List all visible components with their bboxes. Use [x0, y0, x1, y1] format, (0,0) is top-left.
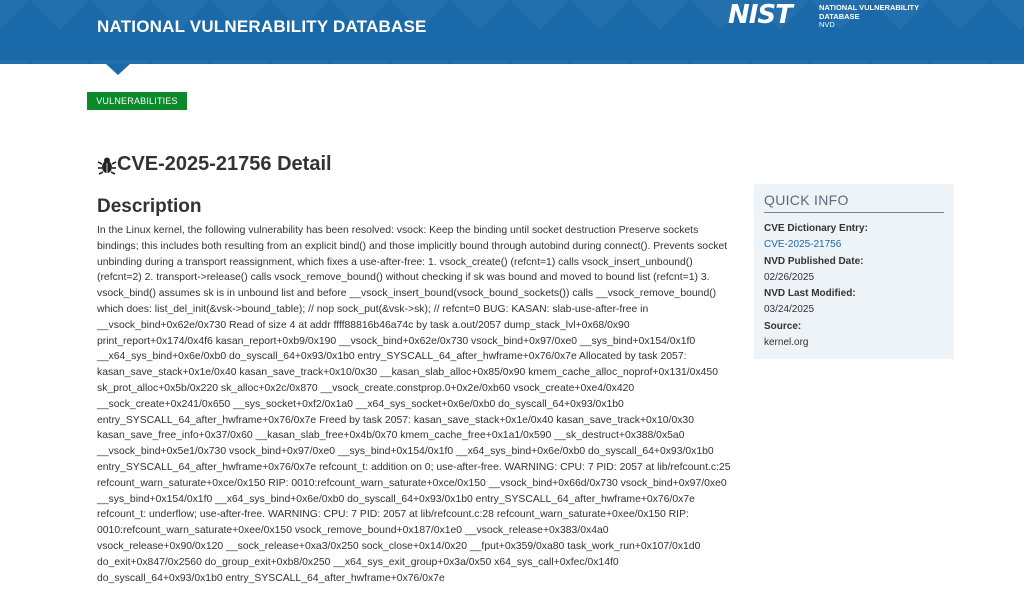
source-value: kernel.org: [764, 337, 809, 349]
quick-info-panel: [754, 184, 954, 359]
bug-icon: [97, 155, 117, 175]
breadcrumb-vulnerabilities[interactable]: VULNERABILITIES: [87, 92, 187, 110]
published-date-value: 02/26/2025: [764, 271, 815, 283]
site-title-link[interactable]: NATIONAL VULNERABILITY DATABASE: [97, 17, 427, 36]
logo-sub-line1: NATIONAL VULNERABILITY: [819, 3, 920, 12]
description-text: In the Linux kernel, the following vulnerability has been resolved: vsock: Keep the binding until socket destruction Preserve sockets bindings; this includes both resulting from an explicit bind() and those implicitly bound through autobind during connect(). Prevents socket unbinding during a transport reassignment, which fixes a use-after-free: 1. vsock_create() (refcnt=1) calls vsock_insert_unbound() (refcnt=2) 2. transport->release() calls vsock_remove_bound() without checking if sk was bound and moved to bound list (refcnt=1) 3. vsock_bind() assumes sk is in unbound list and before __vsock_insert_bound(vsock_bound_sockets()) calls __vsock_remove_bound() which does: list_del_init(&vsk->bound_table); // nop sock_put(&vsk->sk); // refcnt=0 BUG: KASAN: slab-use-after-free in __vsock_bind+0x62e/0x730 Read of size 4 at addr ffff88816b46a74c by task a.out/2057 dump_stack_lvl+0x68/0x90 print_report+0x174/0x4f6 kasan_report+0xb9/0x190 __vsock_bind+0x62e/0x730 vsock_bind+0x97/0xe0 __sys_bind+0x154/0x1f0 __x64_sys_bind+0x6e/0xb0 do_syscall_64+0x93/0x1b0 entry_SYSCALL_64_after_hwframe+0x76/0x7e Allocated by task 2057: kasan_save_stack+0x1e/0x40 kasan_save_track+0x10/0x30 __kasan_slab_alloc+0x85/0x90 kmem_cache_alloc_noprof+0x131/0x450 sk_prot_alloc+0x5b/0x220 sk_alloc+0x2c/0x870 __vsock_create.constprop.0+0x2e/0xb60 vsock_create+0xe4/0x420 __sock_create+0x241/0x650 __sys_socket+0xf2/0x1a0 __x64_sys_socket+0x6e/0xb0 do_syscall_64+0x93/0x1b0 entry_SYSCALL_64_after_hwframe+0x76/0x7e Freed by task 2057: kasan_save_stack+0x1e/0x40 kasan_save_track+0x10/0x30 kasan_save_free_info+0x37/0x60 __kasan_slab_free+0x4b/0x70 kmem_cache_free+0x1a1/0x590 __sk_destruct+0x388/0x5a0 __vsock_bind+0x5e1/0x730 vsock_bind+0x97/0xe0 __sys_bind+0x154/0x1f0 __x64_sys_bind+0x6e/0xb0 do_syscall_64+0x93/0x1b0 entry_SYSCALL_64_after_hwframe+0x76/0x7e refcount_t: addition on 0; use-after-free. WARNING: CPU: 7 PID: 2057 at lib/refcount.c:25 refcount_warn_saturate+0xce/0x150 RIP: 0010:refcount_warn_saturate+0xce/0x150 __vsock_bind+0x66d/0x730 vsock_bind+0x97/0xe0 __sys_bind+0x154/0x1f0 __x64_sys_bind+0x6e/0xb0 do_syscall_64+0x93/0x1b0 entry_SYSCALL_64_after_hwframe+0x76/0x7e refcount_t: underflow; use-after-free. WARNING: CPU: 7 PID: 2057 at lib/refcount.c:28 refcount_warn_saturate+0xee/0x150 RIP: 0010:refcount_warn_saturate+0xee/0x150 vsock_remove_bound+0x187/0x1e0 __vsock_release+0x383/0x4a0 vsock_release+0x90/0x120 __sock_release+0xa3/0x250 sock_close+0x14/0x20 __fput+0x359/0xa80 task_work_run+0x107/0x1d0 do_exit+0x847/0x2560 do_group_exit+0xb8/0x250 __x64_sys_exit_group+0x3a/0x50 x64_sys_call+0xfec/0x14f0 do_syscall_64+0x93/0x1b0 entry_SYSCALL_64_after_hwframe+0x76/0x7e: [97, 225, 731, 584]
page-title: [97, 153, 332, 176]
page-title-text: CVE-2025-21756 Detail: [117, 153, 332, 175]
cve-entry-label: CVE Dictionary Entry:: [764, 223, 868, 234]
last-modified-label: NVD Last Modified:: [764, 288, 856, 300]
nist-logo-subtitle[interactable]: [819, 4, 919, 30]
published-date-label: NVD Published Date:: [764, 255, 864, 267]
last-modified-value: 03/24/2025: [764, 304, 815, 316]
cve-entry-link[interactable]: CVE-2025-21756: [764, 239, 842, 251]
header-notch: [106, 64, 130, 75]
site-header: [0, 0, 1024, 64]
description-heading: Description: [97, 196, 202, 217]
logo-sub-line3: NVD: [819, 20, 835, 29]
quick-info-title: QUICK INFO: [764, 192, 849, 208]
nist-logo[interactable]: NIST: [728, 0, 792, 30]
source-label: Source:: [764, 320, 802, 332]
logo-sub-line2: DATABASE: [819, 11, 860, 21]
quick-info-divider: [764, 212, 944, 213]
